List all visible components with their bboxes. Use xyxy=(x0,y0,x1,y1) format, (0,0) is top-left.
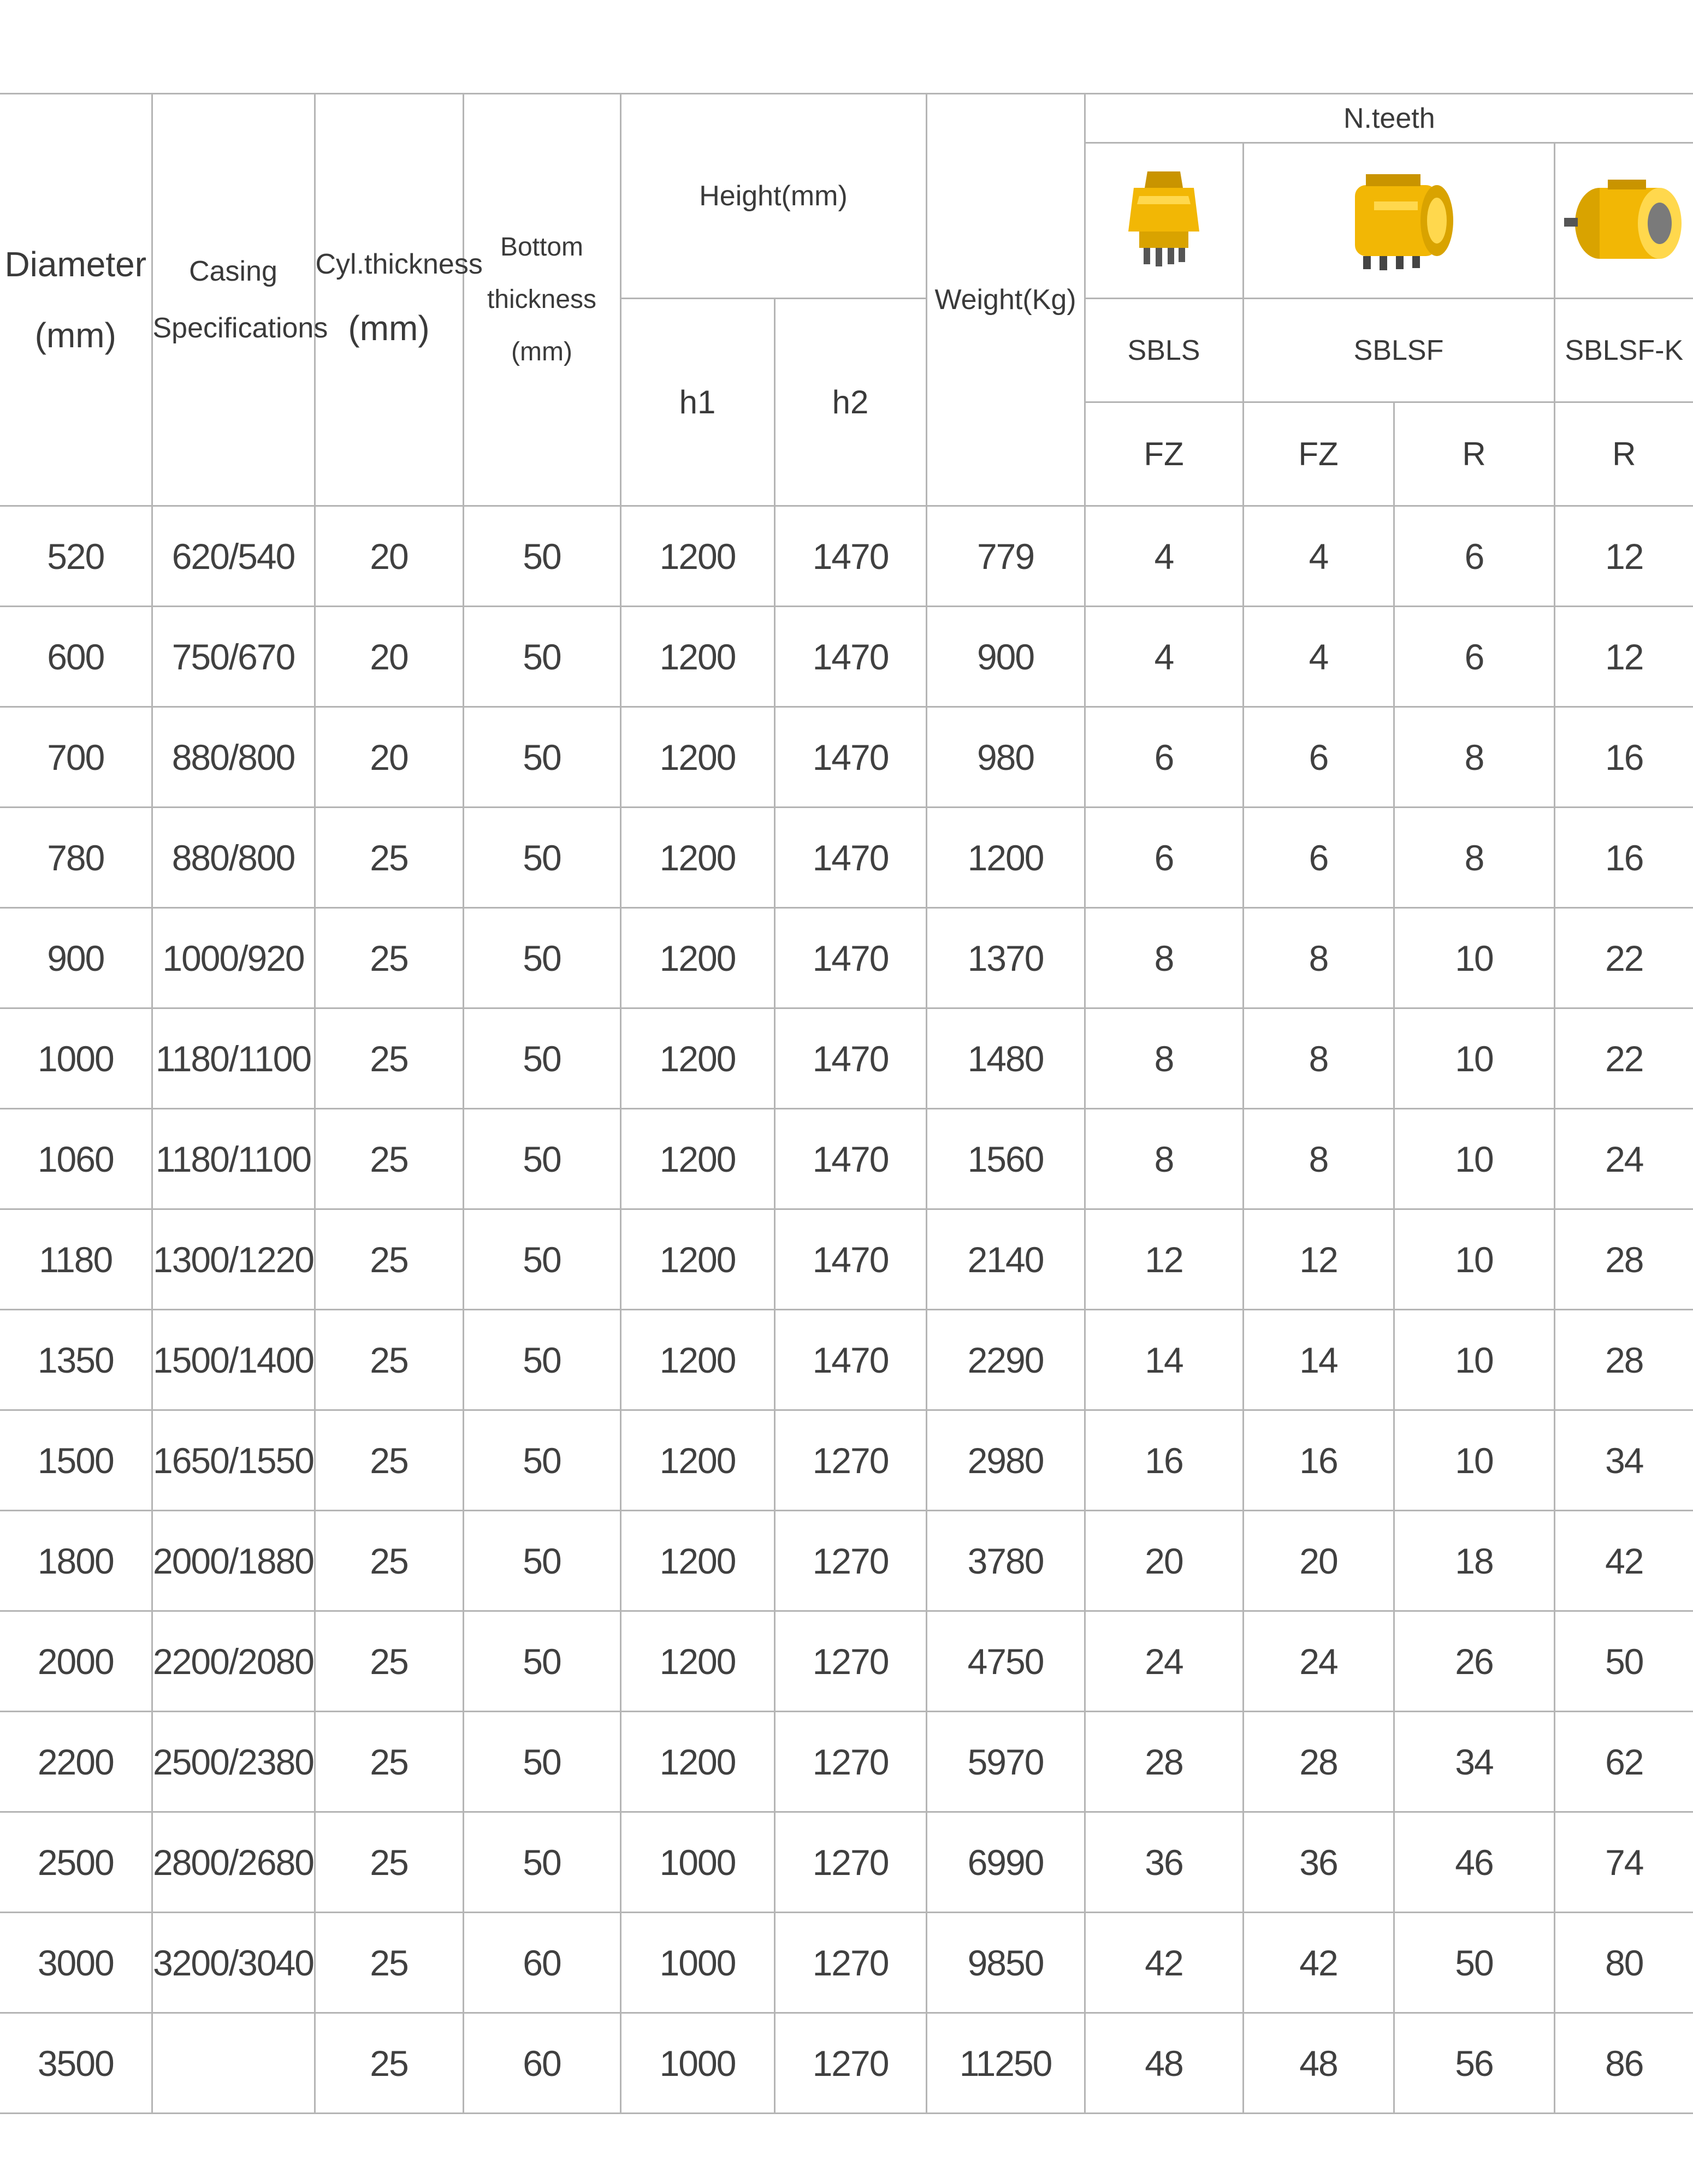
table-cell: 50 xyxy=(463,506,620,607)
table-cell: 50 xyxy=(463,707,620,808)
table-cell: 10 xyxy=(1394,908,1554,1008)
table-cell: 3000 xyxy=(0,1913,152,2013)
table-cell: 50 xyxy=(1554,1611,1693,1712)
table-cell: 42 xyxy=(1554,1511,1693,1611)
table-cell: 25 xyxy=(315,908,463,1008)
table-cell: 50 xyxy=(463,1008,620,1109)
table-row xyxy=(0,607,1693,707)
table-row xyxy=(0,707,1693,808)
table-cell: 2500/2380 xyxy=(152,1712,315,1812)
table-cell: 16 xyxy=(1554,707,1693,808)
table-cell: 25 xyxy=(315,1209,463,1310)
table-cell: 8 xyxy=(1394,707,1554,808)
table-cell: 1000 xyxy=(620,1812,774,1913)
header-model-sblsf: SBLSF xyxy=(1243,299,1554,402)
header-cyl-thickness: Cyl.thickness (mm) xyxy=(315,94,463,506)
table-cell: 24 xyxy=(1554,1109,1693,1209)
table-cell: 16 xyxy=(1243,1410,1394,1511)
header-casing: Casing Specifications xyxy=(152,94,315,506)
table-cell: 1350 xyxy=(0,1310,152,1410)
table-cell: 48 xyxy=(1243,2013,1394,2114)
table-cell: 25 xyxy=(315,1812,463,1913)
table-cell: 50 xyxy=(463,1611,620,1712)
table-cell: 20 xyxy=(315,506,463,607)
table-cell: 4 xyxy=(1243,607,1394,707)
table-cell: 600 xyxy=(0,607,152,707)
table-cell: 26 xyxy=(1394,1611,1554,1712)
table-row xyxy=(0,2013,1693,2114)
table-cell: 36 xyxy=(1085,1812,1243,1913)
table-cell: 6990 xyxy=(926,1812,1085,1913)
table-cell: 8 xyxy=(1243,1008,1394,1109)
table-cell: 620/540 xyxy=(152,506,315,607)
table-cell: 22 xyxy=(1554,908,1693,1008)
table-cell: 4 xyxy=(1243,506,1394,607)
table-cell: 50 xyxy=(463,1511,620,1611)
table-cell: 12 xyxy=(1554,607,1693,707)
table-cell: 4 xyxy=(1085,506,1243,607)
table-cell: 6 xyxy=(1085,808,1243,908)
header-tooth-type: FZ xyxy=(1243,402,1394,506)
table-cell: 1370 xyxy=(926,908,1085,1008)
table-row xyxy=(0,1913,1693,2013)
table-cell: 20 xyxy=(315,707,463,808)
table-cell: 50 xyxy=(463,1209,620,1310)
icon-cell-sblsf xyxy=(1243,143,1554,299)
table-cell: 8 xyxy=(1085,1008,1243,1109)
table-row xyxy=(0,1109,1693,1209)
table-cell: 20 xyxy=(1243,1511,1394,1611)
table-cell: 5970 xyxy=(926,1712,1085,1812)
table-cell: 25 xyxy=(315,1511,463,1611)
table-cell: 46 xyxy=(1394,1812,1554,1913)
table-cell: 6 xyxy=(1394,607,1554,707)
table-cell: 50 xyxy=(463,607,620,707)
table-cell: 1000/920 xyxy=(152,908,315,1008)
bucket-sblsf-k-icon xyxy=(1561,174,1687,267)
table-cell: 880/800 xyxy=(152,707,315,808)
table-cell: 1470 xyxy=(774,607,926,707)
table-cell: 25 xyxy=(315,1410,463,1511)
header-n-teeth: N.teeth xyxy=(1085,94,1693,143)
table-cell: 980 xyxy=(926,707,1085,808)
table-cell: 2200/2080 xyxy=(152,1611,315,1712)
table-cell: 2140 xyxy=(926,1209,1085,1310)
table-cell: 1180 xyxy=(0,1209,152,1310)
table-cell: 25 xyxy=(315,808,463,908)
table-cell: 1200 xyxy=(620,808,774,908)
table-cell: 50 xyxy=(463,1712,620,1812)
table-cell: 1470 xyxy=(774,1008,926,1109)
table-cell: 6 xyxy=(1085,707,1243,808)
table-row xyxy=(0,1611,1693,1712)
table-cell: 1270 xyxy=(774,1712,926,1812)
table-cell: 8 xyxy=(1085,1109,1243,1209)
table-cell: 1270 xyxy=(774,1410,926,1511)
header-h1: h1 xyxy=(620,299,774,506)
table-cell: 86 xyxy=(1554,2013,1693,2114)
table-cell: 6 xyxy=(1394,506,1554,607)
header-tooth-type: R xyxy=(1554,402,1693,506)
table-cell: 1470 xyxy=(774,908,926,1008)
table-row xyxy=(0,1410,1693,1511)
table-cell: 1200 xyxy=(620,1310,774,1410)
table-cell: 10 xyxy=(1394,1109,1554,1209)
table-cell: 1560 xyxy=(926,1109,1085,1209)
table-cell: 25 xyxy=(315,2013,463,2114)
table-cell: 16 xyxy=(1085,1410,1243,1511)
table-cell: 10 xyxy=(1394,1410,1554,1511)
header-tooth-type: FZ xyxy=(1085,402,1243,506)
table-cell: 8 xyxy=(1243,908,1394,1008)
table-cell: 50 xyxy=(463,908,620,1008)
table-cell: 24 xyxy=(1243,1611,1394,1712)
table-cell: 50 xyxy=(463,1310,620,1410)
table-cell: 900 xyxy=(926,607,1085,707)
table-row xyxy=(0,506,1693,607)
table-cell: 1200 xyxy=(620,1611,774,1712)
table-cell: 28 xyxy=(1554,1310,1693,1410)
header-model-sbls: SBLS xyxy=(1085,299,1243,402)
table-cell: 42 xyxy=(1085,1913,1243,2013)
table-row xyxy=(0,1310,1693,1410)
table-cell: 1470 xyxy=(774,1209,926,1310)
table-cell: 80 xyxy=(1554,1913,1693,2013)
table-cell: 3500 xyxy=(0,2013,152,2114)
table-cell: 74 xyxy=(1554,1812,1693,1913)
table-cell: 24 xyxy=(1085,1611,1243,1712)
table-cell: 880/800 xyxy=(152,808,315,908)
table-cell: 1200 xyxy=(620,1712,774,1812)
table-cell: 2290 xyxy=(926,1310,1085,1410)
table-cell: 900 xyxy=(0,908,152,1008)
table-cell: 4750 xyxy=(926,1611,1085,1712)
table-cell: 1060 xyxy=(0,1109,152,1209)
table-cell: 1500 xyxy=(0,1410,152,1511)
table-row xyxy=(0,908,1693,1008)
table-cell: 2800/2680 xyxy=(152,1812,315,1913)
table-cell: 50 xyxy=(463,1410,620,1511)
table-cell: 2200 xyxy=(0,1712,152,1812)
table-cell: 1650/1550 xyxy=(152,1410,315,1511)
header-bottom-thickness: Bottom thickness (mm) xyxy=(463,94,620,506)
table-cell: 1200 xyxy=(620,607,774,707)
table-cell: 4 xyxy=(1085,607,1243,707)
table-cell xyxy=(152,2013,315,2114)
table-cell: 34 xyxy=(1554,1410,1693,1511)
table-cell: 1270 xyxy=(774,2013,926,2114)
table-cell: 1200 xyxy=(620,908,774,1008)
table-cell: 10 xyxy=(1394,1310,1554,1410)
table-cell: 42 xyxy=(1243,1913,1394,2013)
table-cell: 1270 xyxy=(774,1511,926,1611)
table-cell: 14 xyxy=(1243,1310,1394,1410)
table-cell: 1300/1220 xyxy=(152,1209,315,1310)
header-height: Height(mm) xyxy=(620,94,926,299)
table-cell: 1470 xyxy=(774,707,926,808)
table-cell: 2000 xyxy=(0,1611,152,1712)
header-tooth-type: R xyxy=(1394,402,1554,506)
table-cell: 3200/3040 xyxy=(152,1913,315,2013)
table-cell: 1470 xyxy=(774,1310,926,1410)
table-cell: 8 xyxy=(1085,908,1243,1008)
table-cell: 8 xyxy=(1243,1109,1394,1209)
table-cell: 22 xyxy=(1554,1008,1693,1109)
table-cell: 34 xyxy=(1394,1712,1554,1812)
icon-cell-sbls xyxy=(1085,143,1243,299)
table-cell: 12 xyxy=(1243,1209,1394,1310)
table-cell: 60 xyxy=(463,1913,620,2013)
table-cell: 14 xyxy=(1085,1310,1243,1410)
table-cell: 1470 xyxy=(774,808,926,908)
table-cell: 1200 xyxy=(620,1008,774,1109)
table-cell: 2500 xyxy=(0,1812,152,1913)
table-cell: 12 xyxy=(1085,1209,1243,1310)
table-cell: 18 xyxy=(1394,1511,1554,1611)
table-cell: 50 xyxy=(463,808,620,908)
table-cell: 1270 xyxy=(774,1913,926,2013)
table-row xyxy=(0,1511,1693,1611)
table-cell: 62 xyxy=(1554,1712,1693,1812)
specification-table xyxy=(0,93,1693,2114)
table-cell: 10 xyxy=(1394,1209,1554,1310)
table-cell: 56 xyxy=(1394,2013,1554,2114)
table-cell: 6 xyxy=(1243,808,1394,908)
table-cell: 1470 xyxy=(774,1109,926,1209)
table-cell: 1200 xyxy=(620,1209,774,1310)
table-row xyxy=(0,1008,1693,1109)
table-row xyxy=(0,808,1693,908)
table-cell: 1500/1400 xyxy=(152,1310,315,1410)
bucket-sblsf-icon xyxy=(1333,169,1464,272)
header-diameter: Diameter (mm) xyxy=(0,94,152,506)
table-cell: 1200 xyxy=(620,707,774,808)
table-cell: 50 xyxy=(463,1109,620,1209)
table-cell: 50 xyxy=(1394,1913,1554,2013)
table-cell: 28 xyxy=(1554,1209,1693,1310)
table-cell: 1000 xyxy=(620,1913,774,2013)
table-cell: 36 xyxy=(1243,1812,1394,1913)
table-cell: 1200 xyxy=(926,808,1085,908)
table-cell: 60 xyxy=(463,2013,620,2114)
table-cell: 1200 xyxy=(620,1511,774,1611)
table-cell: 8 xyxy=(1394,808,1554,908)
table-cell: 1200 xyxy=(620,1109,774,1209)
table-cell: 1270 xyxy=(774,1611,926,1712)
table-cell: 3780 xyxy=(926,1511,1085,1611)
table-cell: 28 xyxy=(1243,1712,1394,1812)
table-cell: 12 xyxy=(1554,506,1693,607)
bucket-sbls-icon xyxy=(1117,166,1210,275)
table-cell: 16 xyxy=(1554,808,1693,908)
table-row xyxy=(0,1812,1693,1913)
table-row xyxy=(0,1209,1693,1310)
table-cell: 520 xyxy=(0,506,152,607)
table-cell: 25 xyxy=(315,1611,463,1712)
table-cell: 1470 xyxy=(774,506,926,607)
header-weight: Weight(Kg) xyxy=(926,94,1085,506)
table-cell: 25 xyxy=(315,1109,463,1209)
table-body xyxy=(0,506,1693,2114)
table-cell: 25 xyxy=(315,1913,463,2013)
table-cell: 25 xyxy=(315,1008,463,1109)
table-cell: 1180/1100 xyxy=(152,1109,315,1209)
table-cell: 2000/1880 xyxy=(152,1511,315,1611)
table-cell: 28 xyxy=(1085,1712,1243,1812)
table-cell: 50 xyxy=(463,1812,620,1913)
table-row xyxy=(0,1712,1693,1812)
table-cell: 2980 xyxy=(926,1410,1085,1511)
table-cell: 25 xyxy=(315,1310,463,1410)
table-cell: 750/670 xyxy=(152,607,315,707)
table-cell: 1000 xyxy=(0,1008,152,1109)
table-cell: 1480 xyxy=(926,1008,1085,1109)
table-cell: 700 xyxy=(0,707,152,808)
table-cell: 1180/1100 xyxy=(152,1008,315,1109)
table-cell: 1200 xyxy=(620,506,774,607)
table-cell: 10 xyxy=(1394,1008,1554,1109)
table-cell: 1270 xyxy=(774,1812,926,1913)
table-cell: 20 xyxy=(1085,1511,1243,1611)
table-cell: 20 xyxy=(315,607,463,707)
table-cell: 779 xyxy=(926,506,1085,607)
table-cell: 1800 xyxy=(0,1511,152,1611)
header-h2: h2 xyxy=(774,299,926,506)
table-cell: 9850 xyxy=(926,1913,1085,2013)
table-cell: 1200 xyxy=(620,1410,774,1511)
table-cell: 11250 xyxy=(926,2013,1085,2114)
table-cell: 6 xyxy=(1243,707,1394,808)
icon-cell-sblsf-k xyxy=(1554,143,1693,299)
table-cell: 25 xyxy=(315,1712,463,1812)
table-cell: 1000 xyxy=(620,2013,774,2114)
table-cell: 48 xyxy=(1085,2013,1243,2114)
table-cell: 780 xyxy=(0,808,152,908)
header-model-sblsf-k: SBLSF-K xyxy=(1554,299,1693,402)
